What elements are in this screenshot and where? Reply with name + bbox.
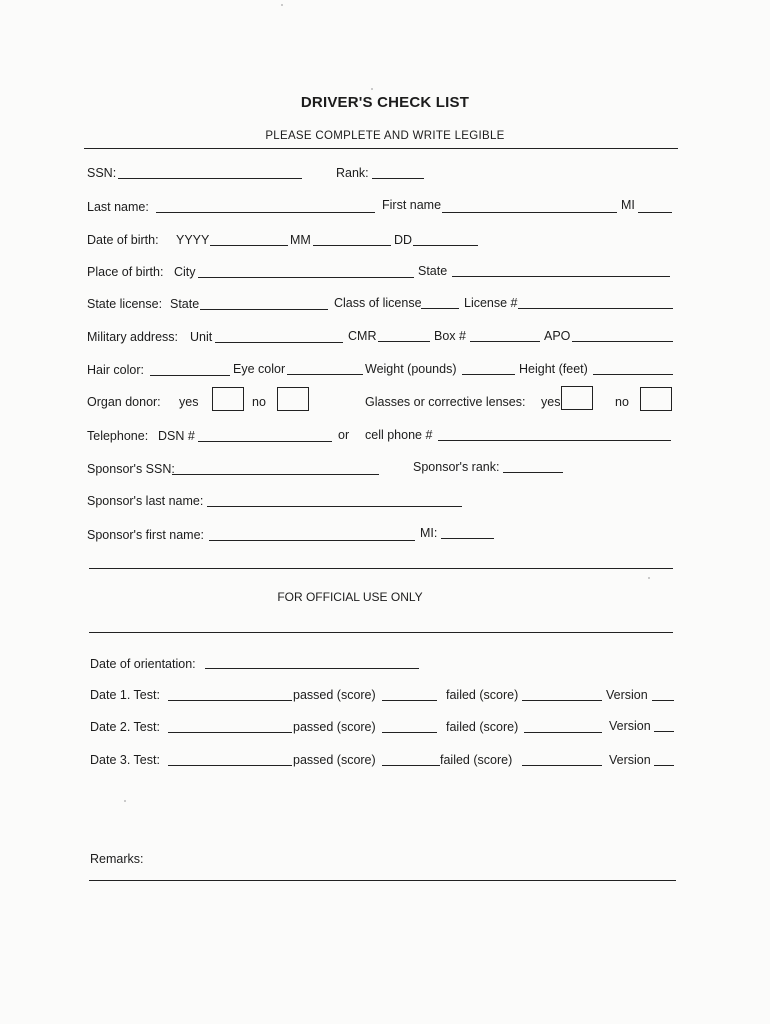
dob-label: Date of birth: [87, 233, 159, 247]
test1-date-field[interactable] [168, 700, 292, 701]
glasses-yes-checkbox[interactable] [561, 386, 593, 410]
test1-failed-label: failed (score) [446, 688, 519, 702]
test3-failed-field[interactable] [522, 765, 602, 766]
test2-failed-field[interactable] [524, 732, 602, 733]
pob-city-field[interactable] [198, 277, 414, 278]
rank-field[interactable] [372, 178, 424, 179]
weight-label: Weight (pounds) [365, 362, 457, 376]
sponsor-ssn-label: Sponsor's SSN: [87, 462, 175, 476]
hair-label: Hair color: [87, 363, 144, 377]
sponsor-last-label: Sponsor's last name: [87, 494, 204, 508]
or-label: or [338, 428, 350, 442]
glasses-no-checkbox[interactable] [640, 387, 672, 411]
military-label: Military address: [87, 330, 178, 344]
test2-version-field[interactable] [654, 731, 674, 732]
height-label: Height (feet) [519, 362, 588, 376]
test3-date-field[interactable] [168, 765, 292, 766]
license-state-field[interactable] [200, 309, 328, 310]
test2-version-label: Version [609, 719, 651, 733]
eye-label: Eye color [233, 362, 286, 376]
license-label: State license: [87, 297, 163, 311]
remarks-label: Remarks: [90, 852, 144, 866]
weight-field[interactable] [462, 374, 515, 375]
dob-yyyy-label: YYYY [176, 233, 210, 247]
dsn-field[interactable] [198, 441, 332, 442]
license-state-label: State [170, 297, 200, 311]
test2-date-field[interactable] [168, 732, 292, 733]
official-top-rule [89, 568, 673, 569]
eye-field[interactable] [287, 374, 363, 375]
unit-label: Unit [190, 330, 213, 344]
test3-failed-label: failed (score) [440, 753, 513, 767]
dsn-label: DSN # [158, 429, 195, 443]
test3-version-field[interactable] [654, 765, 674, 766]
sponsor-mi-field[interactable] [441, 538, 494, 539]
test1-failed-field[interactable] [522, 700, 602, 701]
orientation-field[interactable] [205, 668, 419, 669]
sponsor-last-field[interactable] [207, 506, 462, 507]
pob-state-label: State [418, 264, 448, 278]
sponsor-first-field[interactable] [209, 540, 415, 541]
dob-mm-field[interactable] [313, 245, 391, 246]
header-rule [84, 148, 678, 149]
form-subtitle: PLEASE COMPLETE AND WRITE LEGIBLE [265, 130, 505, 142]
first-name-field[interactable] [442, 212, 617, 213]
sponsor-rank-field[interactable] [503, 472, 563, 473]
ssn-label: SSN: [87, 166, 117, 180]
pob-city-label: City [174, 265, 196, 279]
test3-date-label: Date 3. Test: [90, 753, 160, 767]
first-name-label: First name [382, 198, 442, 212]
test2-failed-label: failed (score) [446, 720, 519, 734]
ssn-field[interactable] [118, 178, 302, 179]
pob-state-field[interactable] [452, 276, 670, 277]
license-num-field[interactable] [518, 308, 673, 309]
unit-field[interactable] [215, 342, 343, 343]
sponsor-first-label: Sponsor's first name: [87, 528, 205, 542]
class-label: Class of license [334, 296, 422, 310]
cell-field[interactable] [438, 440, 671, 441]
last-name-label: Last name: [87, 200, 149, 214]
glasses-no-label: no [615, 395, 629, 409]
telephone-label: Telephone: [87, 429, 149, 443]
box-field[interactable] [470, 341, 540, 342]
test2-date-label: Date 2. Test: [90, 720, 160, 734]
last-name-field[interactable] [156, 212, 375, 213]
organ-yes-label: yes [179, 395, 199, 409]
official-bottom-rule [89, 632, 673, 633]
test3-passed-label: passed (score) [293, 753, 376, 767]
mi-label: MI [621, 198, 635, 212]
pob-label: Place of birth: [87, 265, 164, 279]
dob-yyyy-field[interactable] [210, 245, 288, 246]
rank-label: Rank: [336, 166, 369, 180]
box-label: Box # [434, 329, 466, 343]
organ-yes-checkbox[interactable] [212, 387, 244, 411]
test1-passed-field[interactable] [382, 700, 437, 701]
form-title: DRIVER'S CHECK LIST [300, 94, 470, 111]
remarks-field[interactable] [89, 880, 676, 881]
sponsor-ssn-field[interactable] [172, 474, 379, 475]
sponsor-rank-label: Sponsor's rank: [413, 460, 500, 474]
orientation-label: Date of orientation: [90, 657, 196, 671]
test3-passed-field[interactable] [382, 765, 440, 766]
test2-passed-field[interactable] [382, 732, 437, 733]
organ-label: Organ donor: [87, 395, 161, 409]
scan-speck [124, 800, 126, 802]
cmr-field[interactable] [378, 341, 430, 342]
test1-passed-label: passed (score) [293, 688, 376, 702]
test1-date-label: Date 1. Test: [90, 688, 160, 702]
apo-field[interactable] [572, 341, 673, 342]
height-field[interactable] [593, 374, 673, 375]
cmr-label: CMR [348, 329, 377, 343]
dob-dd-field[interactable] [413, 245, 478, 246]
scan-speck [371, 88, 373, 90]
test1-version-label: Version [606, 688, 648, 702]
dob-mm-label: MM [290, 233, 311, 247]
test1-version-field[interactable] [652, 700, 674, 701]
sponsor-mi-label: MI: [420, 526, 438, 540]
glasses-label: Glasses or corrective lenses: [365, 395, 526, 409]
test2-passed-label: passed (score) [293, 720, 376, 734]
license-num-label: License # [464, 296, 518, 310]
hair-field[interactable] [150, 375, 230, 376]
cell-label: cell phone # [365, 428, 433, 442]
mi-field[interactable] [638, 212, 672, 213]
class-field[interactable] [421, 308, 459, 309]
dob-dd-label: DD [394, 233, 413, 247]
official-heading: FOR OFFICIAL USE ONLY [277, 590, 423, 604]
scan-speck [281, 4, 283, 6]
glasses-yes-label: yes [541, 395, 561, 409]
apo-label: APO [544, 329, 571, 343]
organ-no-label: no [252, 395, 266, 409]
organ-no-checkbox[interactable] [277, 387, 309, 411]
scan-speck [648, 577, 650, 579]
test3-version-label: Version [609, 753, 651, 767]
